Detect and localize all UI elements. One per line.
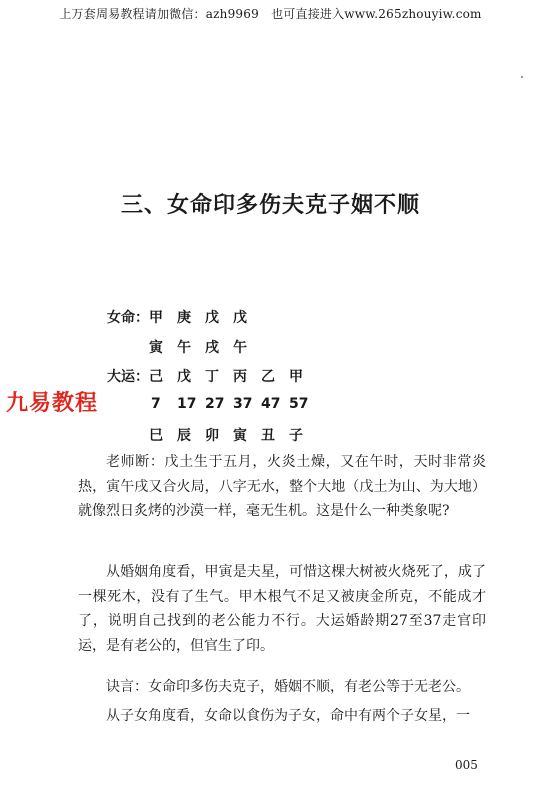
female-label: 女命： — [107, 310, 149, 326]
watermark-logo: 九易教程 — [6, 391, 99, 416]
dayun-branch: 丑 — [261, 428, 275, 444]
dayun-stem: 丙 — [233, 369, 247, 385]
dayun-stem: 乙 — [261, 369, 275, 385]
scan-speck — [521, 76, 523, 78]
branch-year: 寅 — [149, 340, 163, 356]
branch-day: 戌 — [205, 340, 219, 356]
branch-hour: 午 — [233, 340, 247, 356]
stem-hour: 戊 — [233, 310, 247, 326]
dayun-stem: 甲 — [289, 369, 303, 385]
paragraph-3: 诀言：女命印多伤夫克子，婚姻不顺，有老公等于无老公。 — [106, 679, 470, 695]
dayun-age: 57 — [289, 396, 309, 412]
section-title: 三、女命印多伤夫克子姻不顺 — [120, 193, 420, 218]
branch-month: 午 — [177, 340, 191, 356]
paragraph-1: 老师断：戊土生于五月，火炎土燥，又在午时，天时非常炎热，寅午戌又合火局，八字无水，整个大地（戊土为山、为大地）就像烈日炙烤的沙漠一样，毫无生机。这是什么一种类象呢? — [78, 454, 486, 519]
page-number: 005 — [455, 758, 478, 772]
dayun-stem: 丁 — [205, 369, 219, 385]
dayun-age: 7 — [151, 396, 161, 412]
dayun-branch: 寅 — [233, 428, 247, 444]
dayun-age: 27 — [205, 396, 225, 412]
paragraph-4: 从子女角度看，女命以食伤为子女，命中有两个子女星，一 — [106, 708, 470, 724]
paragraph-2: 从婚姻角度看，甲寅是夫星，可惜这棵大树被火烧死了，成了一棵死木，没有了生气。甲木根气不足又被庚金所克，不能成才了，说明自己找到的老公能力不行。大运婚龄期27至37走官印运，是有老公的，但官生了印。 — [78, 564, 486, 654]
dayun-age: 37 — [233, 396, 253, 412]
dayun-branch: 辰 — [177, 428, 191, 444]
stem-month: 庚 — [177, 310, 191, 326]
stem-day: 戊 — [205, 310, 219, 326]
stem-year: 甲 — [149, 310, 163, 326]
dayun-stem: 己 — [149, 369, 163, 385]
dayun-branch: 子 — [289, 428, 303, 444]
dayun-age: 17 — [177, 396, 197, 412]
dayun-branch: 巳 — [149, 428, 163, 444]
dayun-stem: 戊 — [177, 369, 191, 385]
dayun-age: 47 — [261, 396, 281, 412]
page-header: 上万套周易教程请加微信：azh9969 也可直接进入www.265zhouyiw.com — [59, 7, 482, 21]
dayun-label: 大运： — [107, 369, 149, 385]
dayun-branch: 卯 — [205, 428, 219, 444]
